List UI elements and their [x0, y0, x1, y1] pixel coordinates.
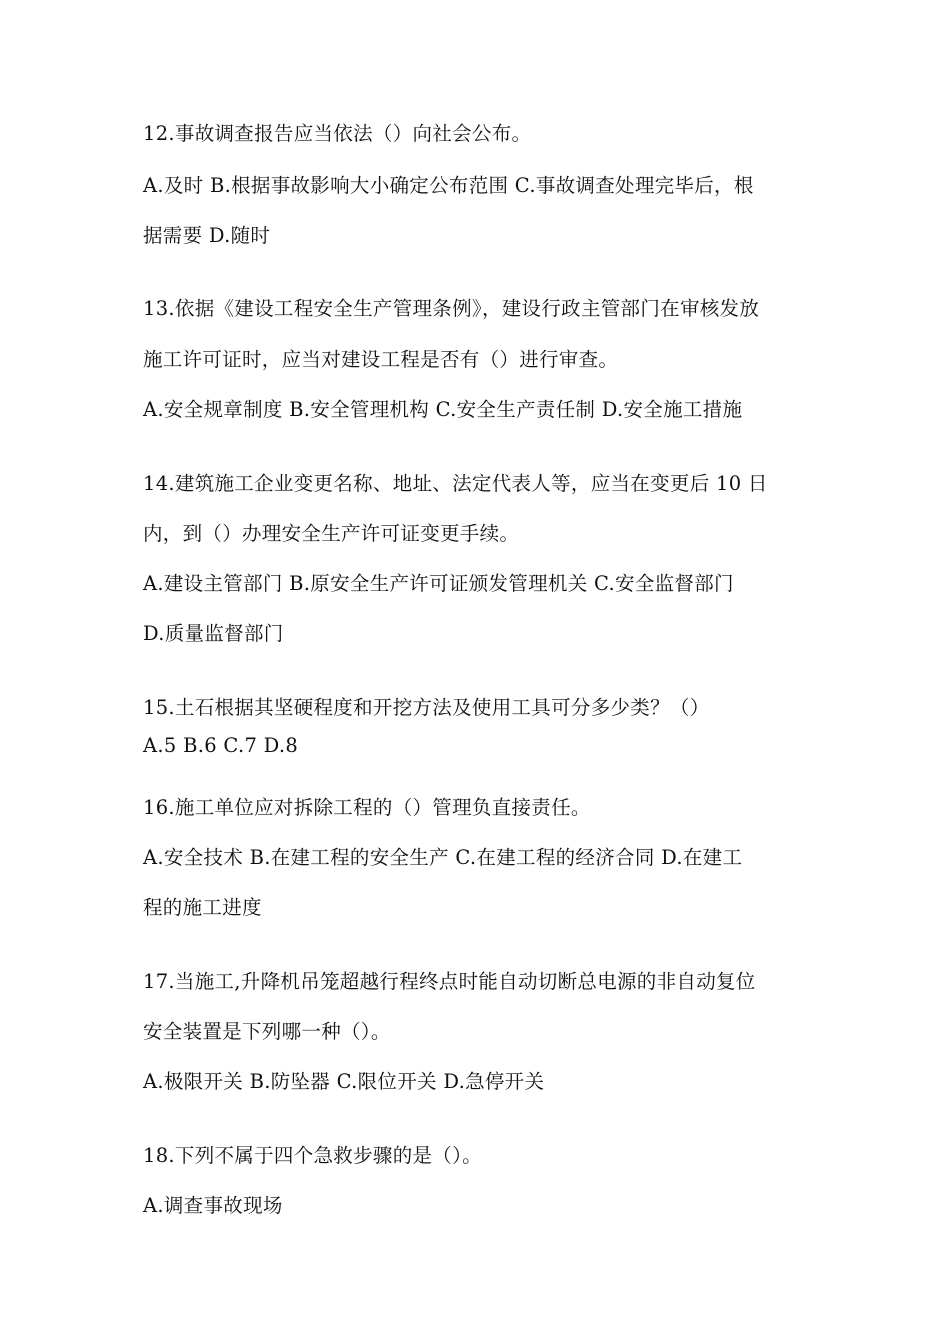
question-13-text: 13.依据《建设工程安全生产管理条例》，建设行政主管部门在审核发放 — [143, 297, 760, 320]
question-14-text: 14.建筑施工企业变更名称、地址、法定代表人等，应当在变更后 10 日 — [143, 472, 768, 495]
question-16-options-cont: 程的施工进度 — [143, 896, 262, 919]
question-13-options: A.安全规章制度 B.安全管理机构 C.安全生产责任制 D.安全施工措施 — [143, 398, 743, 421]
question-12-text: 12.事故调查报告应当依法（）向社会公布。 — [143, 122, 532, 145]
question-15-text: 15.土石根据其坚硬程度和开挖方法及使用工具可分多少类？（） — [143, 696, 710, 719]
question-13-text-cont: 施工许可证时，应当对建设工程是否有（）进行审查。 — [143, 348, 619, 371]
question-15-options: A.5 B.6 C.7 D.8 — [143, 734, 299, 757]
question-14-text-cont: 内，到（）办理安全生产许可证变更手续。 — [143, 522, 520, 545]
question-18-options: A.调查事故现场 — [143, 1194, 283, 1217]
question-14-options: A.建设主管部门 B.原安全生产许可证颁发管理机关 C.安全监督部门 — [143, 572, 734, 595]
question-12-options: A.及时 B.根据事故影响大小确定公布范围 C.事故调查处理完毕后，根 — [143, 174, 754, 197]
question-17-text: 17.当施工,升降机吊笼超越行程终点时能自动切断总电源的非自动复位 — [143, 970, 756, 993]
question-16-options: A.安全技术 B.在建工程的安全生产 C.在建工程的经济合同 D.在建工 — [143, 846, 743, 869]
question-14-options-cont: D.质量监督部门 — [143, 622, 284, 645]
question-12-options-cont: 据需要 D.随时 — [143, 224, 271, 247]
question-18-text: 18.下列不属于四个急救步骤的是（）。 — [143, 1144, 482, 1167]
question-17-options: A.极限开关 B.防坠器 C.限位开关 D.急停开关 — [143, 1070, 545, 1093]
question-16-text: 16.施工单位应对拆除工程的（）管理负直接责任。 — [143, 796, 591, 819]
question-17-text-cont: 安全装置是下列哪一种（）。 — [143, 1020, 391, 1043]
